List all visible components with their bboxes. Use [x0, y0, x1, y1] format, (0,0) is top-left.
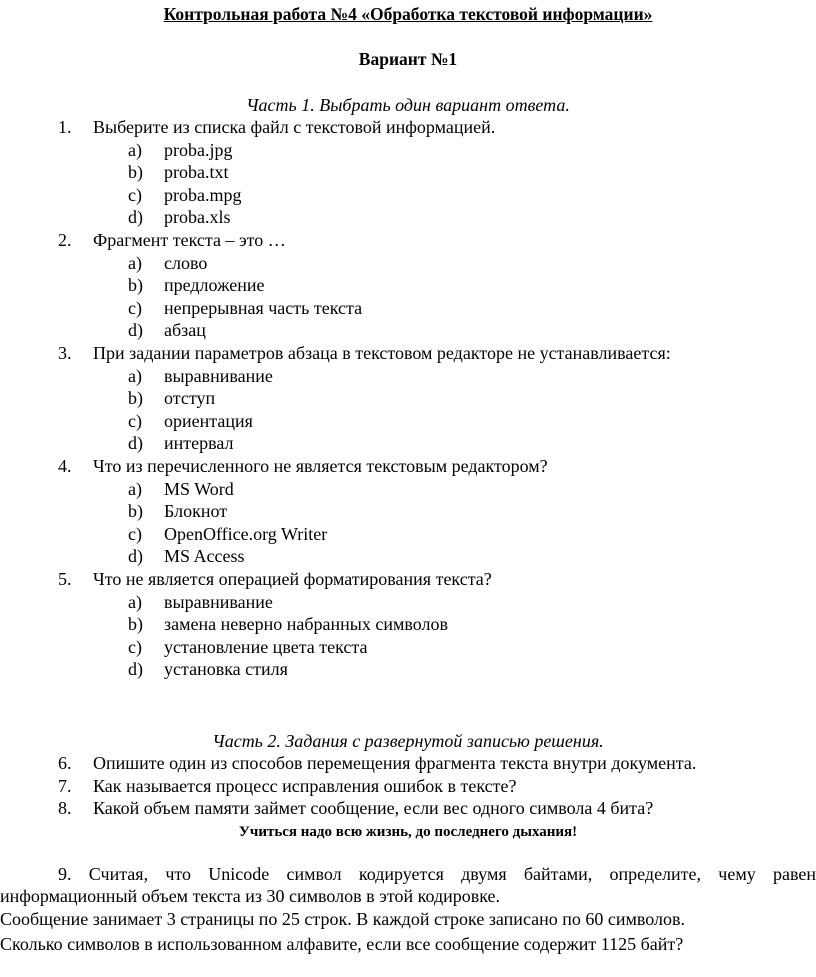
option-text: замена неверно набранных символов [164, 614, 449, 634]
option-letter: d) [128, 320, 143, 340]
option-text: MS Word [164, 479, 234, 499]
option-letter: a) [128, 366, 142, 386]
option-text: слово [164, 253, 208, 273]
question-number: 4. [58, 456, 72, 476]
option-text: отступ [164, 388, 216, 408]
task-10: Сообщение занимает 3 страницы по 25 строк. В каждой строке записано по 60 символов. [0, 909, 686, 929]
motto: Учиться надо всю жизнь, до последнего дыхания! [238, 824, 578, 840]
option-text: установка стиля [164, 659, 288, 679]
question-9-line-2: информационный объем текста из 30 символов в этой кодировке. [0, 886, 501, 906]
option-letter: c) [128, 524, 142, 544]
option-letter: b) [128, 275, 143, 295]
question-text: Что из перечисленного не является текстовым редактором? [93, 456, 548, 476]
option-text: proba.xls [164, 207, 231, 227]
option-letter: c) [128, 298, 142, 318]
option-text: Блокнот [164, 501, 228, 521]
option-letter: a) [128, 253, 142, 273]
option-text: установление цвета текста [164, 637, 368, 657]
option-letter: d) [128, 433, 143, 453]
question-number: 8. [58, 798, 72, 818]
option-letter: c) [128, 185, 142, 205]
option-text: абзац [164, 320, 206, 340]
question-text: Опишите один из способов перемещения фрагмента текста внутри документа. [93, 753, 697, 773]
option-text: предложение [164, 275, 265, 295]
question-number: 1. [58, 117, 72, 137]
variant-heading: Вариант №1 [358, 49, 458, 69]
part1-heading: Часть 1. Выбрать один вариант ответа. [246, 95, 570, 115]
question-text: Какой объем памяти займет сообщение, если вес одного символа 4 бита? [93, 798, 654, 818]
option-letter: b) [128, 501, 143, 521]
option-letter: d) [128, 207, 143, 227]
question-text: Что не является операцией форматирования текста? [93, 569, 492, 589]
option-letter: d) [128, 546, 143, 566]
option-letter: b) [128, 388, 143, 408]
document-title: Контрольная работа №4 «Обработка текстовой информации» [163, 4, 653, 24]
option-letter: c) [128, 637, 142, 657]
question-text: Выберите из списка файл с текстовой информацией. [93, 117, 496, 137]
option-text: proba.jpg [164, 140, 233, 160]
option-letter: b) [128, 614, 143, 634]
option-text: OpenOffice.org Writer [164, 524, 328, 544]
question-number: 6. [58, 753, 72, 773]
option-text: выравнивание [164, 592, 273, 612]
option-letter: a) [128, 479, 142, 499]
option-letter: d) [128, 659, 143, 679]
option-text: proba.mpg [164, 185, 242, 205]
task-11: Сколько символов в использованном алфавите, если все сообщение содержит 1125 байт? [0, 934, 684, 954]
question-text: Фрагмент текста – это … [93, 230, 286, 250]
question-text: При задании параметров абзаца в текстовом редакторе не устанавливается: [93, 343, 671, 363]
option-text: proba.txt [164, 162, 229, 182]
option-letter: a) [128, 592, 142, 612]
question-9-line-1: 9. Считая, что Unicode символ кодируется двумя байтами, определите, чему равен [58, 864, 816, 884]
option-letter: c) [128, 411, 142, 431]
option-text: выравнивание [164, 366, 273, 386]
part2-heading: Часть 2. Задания с развернутой записью решения. [212, 731, 604, 751]
question-number: 7. [58, 776, 72, 796]
option-text: непрерывная часть текста [164, 298, 363, 318]
option-text: ориентация [164, 411, 253, 431]
question-number: 2. [58, 230, 72, 250]
option-letter: b) [128, 162, 143, 182]
option-text: интервал [164, 433, 234, 453]
option-letter: a) [128, 140, 142, 160]
option-text: MS Access [164, 546, 245, 566]
question-number: 3. [58, 343, 72, 363]
question-text: Как называется процесс исправления ошибок в тексте? [93, 776, 517, 796]
question-number: 5. [58, 569, 72, 589]
